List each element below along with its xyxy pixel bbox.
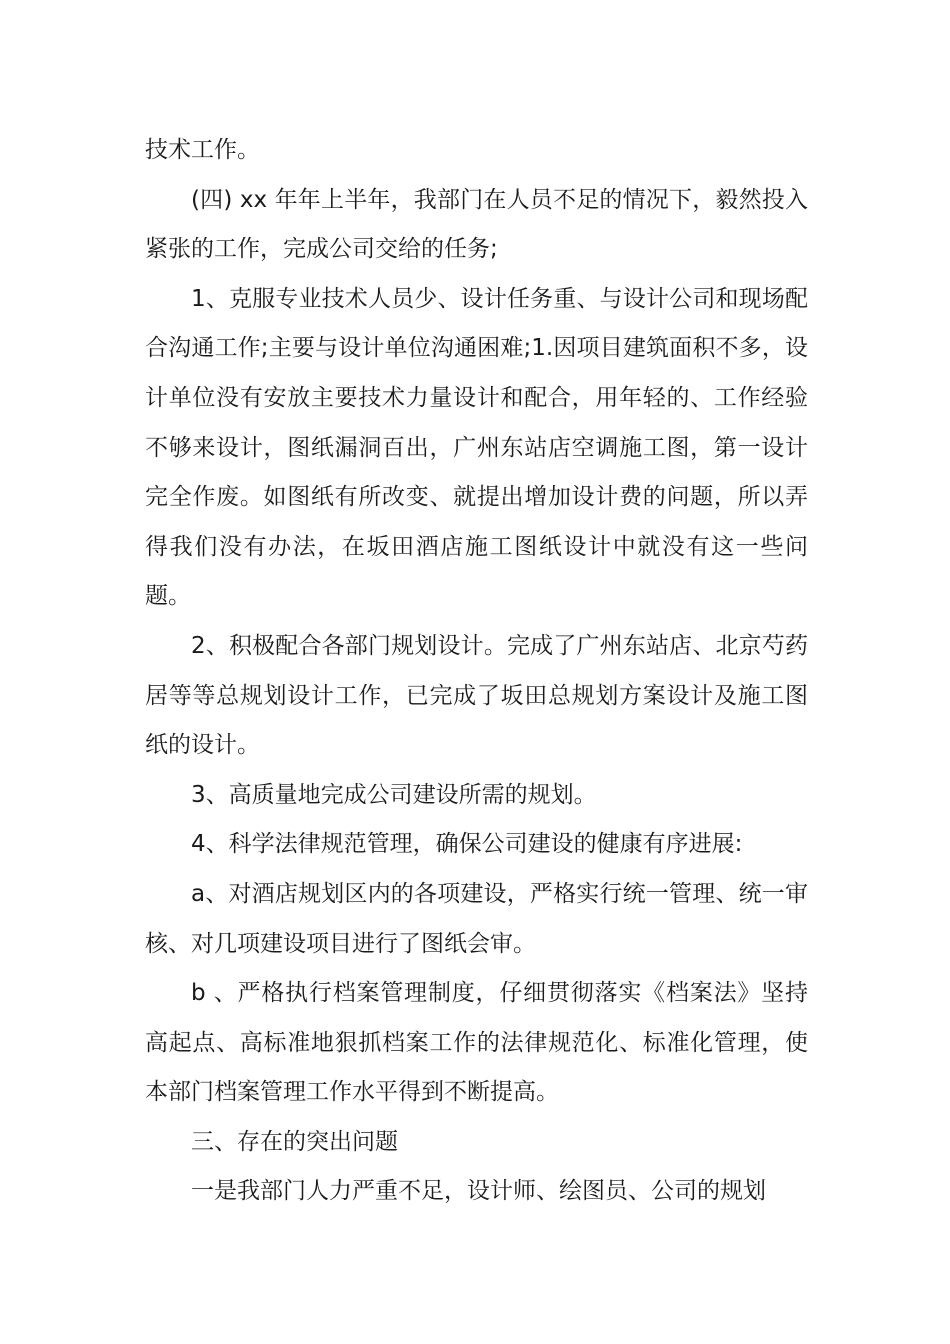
paragraph-item-b: b 、严格执行档案管理制度，仔细贯彻落实《档案法》坚持高起点、高标准地狠抓档案工作的法律规范化、标准化管理，使本部门档案管理工作水平得到不断提高。 (145, 980, 808, 1106)
paragraph-continuation: 技术工作。 (145, 137, 260, 163)
paragraph-item-3: 3、高质量地完成公司建设所需的规划。 (191, 781, 597, 808)
paragraph-section-4: (四) xx 年年上半年，我部门在人员不足的情况下，毅然投入紧张的工作，完成公司交给的任务; (145, 186, 808, 263)
paragraph-item-2: 2、积极配合各部门规划设计。完成了广州东站店、北京芍药居等等总规划设计工作，已完成了坂田总规划方案设计及施工图纸的设计。 (145, 632, 808, 759)
paragraph-problem-1: 一是我部门人力严重不足，设计师、绘图员、公司的规划 (191, 1178, 766, 1205)
document-body (145, 126, 808, 1217)
section-heading-3: 三、存在的突出问题 (191, 1128, 398, 1155)
paragraph-item-a: a、对酒店规划区内的各项建设，严格实行统一管理、统一审核、对几项建设项目进行了图纸会审。 (145, 880, 808, 957)
paragraph-item-4: 4、科学法律规范管理，确保公司建设的健康有序进展: (191, 831, 743, 858)
paragraph-item-1: 1、克服专业技术人员少、设计任务重、与设计公司和现场配合沟通工作;主要与设计单位沟通困难;1.因项目建筑面积不多，设计单位没有安放主要技术力量设计和配合，用年轻的、工作经验不够来设计，图纸漏洞百出，广州东站店空调施工图，第一设计完全作废。如图纸有所改变、就提出增加设计费的问题，所以弄得我们没有办法，在坂田酒店施工图纸设计中就没有这一些问题。 (145, 285, 808, 610)
